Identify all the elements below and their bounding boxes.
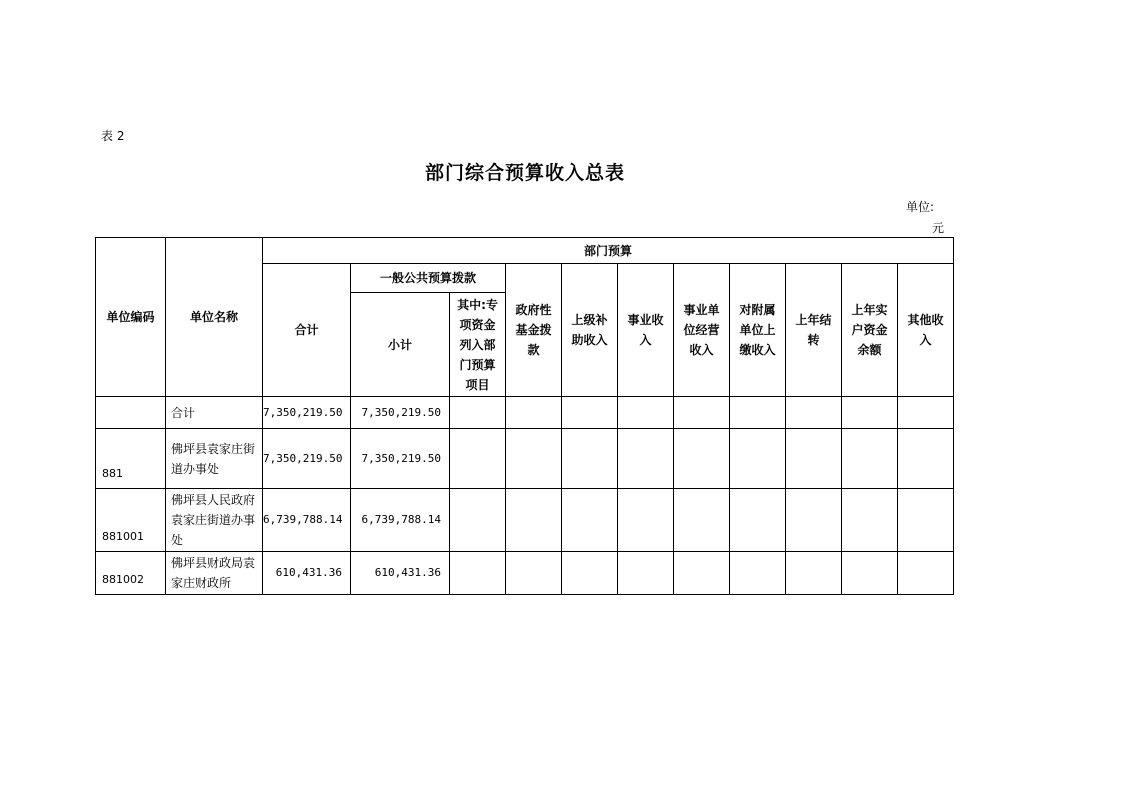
header-last-year-carryover: 上年结转	[786, 264, 842, 397]
empty-cell	[786, 429, 842, 489]
subtotal-cell: 7,350,219.50	[351, 429, 450, 489]
empty-cell	[618, 429, 674, 489]
empty-cell	[674, 489, 730, 552]
subtotal-cell: 610,431.36	[351, 552, 450, 595]
empty-cell	[450, 489, 506, 552]
table-row	[96, 397, 954, 429]
table-row	[96, 429, 954, 489]
empty-cell	[842, 397, 898, 429]
empty-cell	[562, 397, 618, 429]
empty-cell	[898, 552, 954, 595]
header-subordinate-payment: 对附属单位上缴收入	[730, 264, 786, 397]
unit-name-cell: 佛坪县袁家庄街道办事处	[166, 429, 263, 489]
unit-name-cell: 合计	[166, 397, 263, 429]
budget-income-table	[95, 237, 954, 595]
empty-cell	[786, 397, 842, 429]
empty-cell	[730, 429, 786, 489]
empty-cell	[898, 489, 954, 552]
empty-cell	[506, 489, 562, 552]
empty-cell	[506, 429, 562, 489]
table-row	[96, 489, 954, 552]
total-cell: 7,350,219.50	[263, 397, 351, 429]
header-business-income: 事业收入	[618, 264, 674, 397]
empty-cell	[842, 552, 898, 595]
total-cell: 7,350,219.50	[263, 429, 351, 489]
header-unit-name: 单位名称	[166, 238, 263, 397]
unit-code-cell	[96, 397, 166, 429]
unit-label: 单位:	[906, 200, 935, 214]
header-gov-fund: 政府性基金拨款	[506, 264, 562, 397]
subtotal-cell: 7,350,219.50	[351, 397, 450, 429]
empty-cell	[618, 489, 674, 552]
empty-cell	[898, 397, 954, 429]
header-dept-budget: 部门预算	[263, 238, 954, 264]
unit-code-cell: 881002	[96, 552, 166, 595]
report-title: 部门综合预算收入总表	[424, 162, 625, 184]
empty-cell	[786, 489, 842, 552]
header-total: 合计	[263, 264, 351, 397]
header-special-funds: 其中:专项资金列入部门预算项目	[450, 293, 506, 397]
unit-name-cell: 佛坪县财政局袁家庄财政所	[166, 552, 263, 595]
empty-cell	[674, 397, 730, 429]
header-business-operation: 事业单位经营收入	[674, 264, 730, 397]
header-other-income: 其他收入	[898, 264, 954, 397]
empty-cell	[730, 397, 786, 429]
total-cell: 610,431.36	[263, 552, 351, 595]
empty-cell	[562, 552, 618, 595]
empty-cell	[842, 489, 898, 552]
empty-cell	[730, 552, 786, 595]
empty-cell	[842, 429, 898, 489]
empty-cell	[786, 552, 842, 595]
empty-cell	[506, 397, 562, 429]
empty-cell	[450, 397, 506, 429]
empty-cell	[618, 397, 674, 429]
table-row	[96, 552, 954, 595]
empty-cell	[730, 489, 786, 552]
unit-name-cell: 佛坪县人民政府袁家庄街道办事处	[166, 489, 263, 552]
unit-code-cell: 881001	[96, 489, 166, 552]
header-subtotal: 小计	[351, 293, 450, 397]
empty-cell	[450, 429, 506, 489]
unit-value: 元	[932, 221, 945, 235]
header-last-year-balance: 上年实户资金余额	[842, 264, 898, 397]
header-superior-subsidy: 上级补助收入	[562, 264, 618, 397]
total-cell: 6,739,788.14	[263, 489, 351, 552]
empty-cell	[674, 429, 730, 489]
header-unit-code: 单位编码	[96, 238, 166, 397]
empty-cell	[562, 489, 618, 552]
table-number: 表 2	[101, 129, 125, 143]
header-general-public: 一般公共预算拨款	[351, 264, 506, 293]
empty-cell	[618, 552, 674, 595]
unit-code-cell: 881	[96, 429, 166, 489]
empty-cell	[898, 429, 954, 489]
subtotal-cell: 6,739,788.14	[351, 489, 450, 552]
empty-cell	[562, 429, 618, 489]
empty-cell	[674, 552, 730, 595]
empty-cell	[506, 552, 562, 595]
empty-cell	[450, 552, 506, 595]
